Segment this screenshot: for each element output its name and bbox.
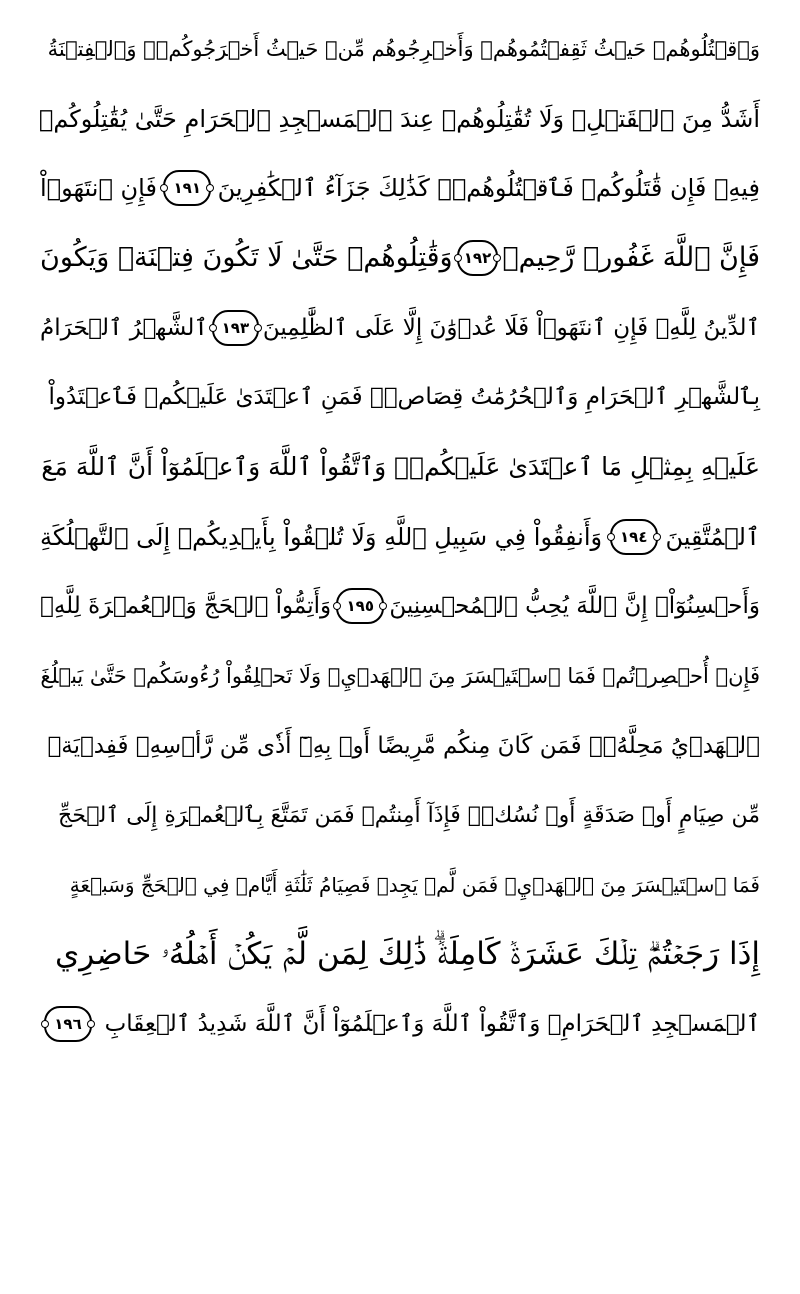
- verse-text: فَإِنۡ أُحۡصِرۡتُمۡ فَمَا ٱسۡتَيۡسَرَ مِنَ ٱلۡهَدۡيِۖ وَلَا تَحۡلِقُواْ رُءُوسَكُمۡ حَتَّىٰ يَبۡلُغَ: [40, 664, 760, 689]
- ayah-number-marker: ١٩٦: [44, 1006, 92, 1042]
- verse-text: ٱلدِّينُ لِلَّهِۖ فَإِنِ ٱنتَهَوۡاْ فَلَا عُدۡوَٰنَ إِلَّا عَلَى ٱلظَّٰلِمِينَ: [262, 314, 760, 341]
- text-line-14: [40, 920, 760, 990]
- text-line-4: [40, 223, 760, 293]
- text-line-8: [40, 502, 760, 572]
- text-line-6: [40, 362, 760, 432]
- verse-text: وَٱقۡتُلُوهُمۡ حَيۡثُ ثَقِفۡتُمُوهُمۡ وَأَخۡرِجُوهُم مِّنۡ حَيۡثُ أَخۡرَجُوكُمۡۚ وَٱلۡفِتۡنَةُ: [47, 36, 760, 61]
- text-line-15: [40, 990, 760, 1060]
- verse-text: فَإِنِ ٱنتَهَوۡاْ: [40, 174, 157, 203]
- ayah-number-marker: ١٩١: [163, 170, 211, 206]
- text-line-12: [40, 781, 760, 851]
- ayah-number-marker: ١٩٢: [457, 240, 499, 276]
- ayah-number-marker: ١٩٣: [212, 310, 259, 346]
- verse-text: وَأَنفِقُواْ فِي سَبِيلِ ٱللَّهِ وَلَا تُلۡقُواْ بِأَيۡدِيكُمۡ إِلَى ٱلتَّهۡلُكَةِ: [40, 522, 603, 551]
- verse-text: إِذَا رَجَعۡتُمۡۗ تِلۡكَ عَشَرَةٞ كَامِلَةٞۗ ذَٰلِكَ لِمَن لَّمۡ يَكُنۡ أَهۡلُهُۥ حَاضِرِي: [54, 936, 760, 973]
- verse-text: فَإِنَّ ٱللَّهَ غَفُورٞ رَّحِيمٞ: [502, 242, 760, 274]
- verse-text: فِيهِۖ فَإِن قَٰتَلُوكُمۡ فَٱقۡتُلُوهُمۡۗ كَذَٰلِكَ جَزَآءُ ٱلۡكَٰفِرِينَ: [217, 174, 760, 203]
- text-line-10: [40, 641, 760, 711]
- text-line-11: [40, 711, 760, 781]
- verse-text: أَشَدُّ مِنَ ٱلۡقَتۡلِۚ وَلَا تُقَٰتِلُوهُمۡ عِندَ ٱلۡمَسۡجِدِ ٱلۡحَرَامِ حَتَّىٰ يُقَٰتِلُوكُمۡ: [38, 104, 760, 133]
- verse-text: مِّن صِيَامٍ أَوۡ صَدَقَةٍ أَوۡ نُسُكٖۚ فَإِذَآ أَمِنتُمۡ فَمَن تَمَتَّعَ بِٱلۡعُمۡرَةِ إِلَى ٱلۡحَجِّ: [58, 802, 760, 828]
- text-line-3: [40, 153, 760, 223]
- text-line-9: [40, 572, 760, 642]
- verse-text: ٱلۡمَسۡجِدِ ٱلۡحَرَامِۚ وَٱتَّقُواْ ٱللَّهَ وَٱعۡلَمُوٓاْ أَنَّ ٱللَّهَ شَدِيدُ ٱلۡعِقَابِ: [104, 1011, 760, 1038]
- verse-text: وَأَتِمُّواْ ٱلۡحَجَّ وَٱلۡعُمۡرَةَ لِلَّهِۚ: [40, 593, 332, 620]
- verse-text: ٱلۡهَدۡيُ مَحِلَّهُۥۚ فَمَن كَانَ مِنكُم مَّرِيضًا أَوۡ بِهِۦٓ أَذٗى مِّن رَّأۡسِهِۦ فَفِدۡيَةٞ: [47, 732, 760, 759]
- text-line-7: [40, 432, 760, 502]
- text-line-13: [40, 850, 760, 920]
- verse-text: فَمَا ٱسۡتَيۡسَرَ مِنَ ٱلۡهَدۡيِۚ فَمَن لَّمۡ يَجِدۡ فَصِيَامُ ثَلَٰثَةِ أَيَّامٖ فِي ٱلۡحَجِّ وَسَبۡعَةٍ: [69, 873, 760, 898]
- verse-text: عَلَيۡهِ بِمِثۡلِ مَا ٱعۡتَدَىٰ عَلَيۡكُمۡۚ وَٱتَّقُواْ ٱللَّهَ وَٱعۡلَمُوٓاْ أَنَّ ٱللَّهَ مَعَ: [41, 452, 760, 482]
- ayah-number-marker: ١٩٥: [336, 588, 384, 624]
- verse-text: ٱلۡمُتَّقِينَ: [665, 522, 760, 551]
- verse-text: وَأَحۡسِنُوٓاْۚ إِنَّ ٱللَّهَ يُحِبُّ ٱلۡمُحۡسِنِينَ: [389, 593, 760, 620]
- text-line-1: [40, 14, 760, 84]
- verse-text: ٱلشَّهۡرُ ٱلۡحَرَامُ: [40, 314, 208, 341]
- ayah-number-marker: ١٩٤: [610, 519, 658, 555]
- text-line-2: [40, 84, 760, 154]
- text-line-5: [40, 293, 760, 363]
- verse-text: بِٱلشَّهۡرِ ٱلۡحَرَامِ وَٱلۡحُرُمَٰتُ قِصَاصٞۚ فَمَنِ ٱعۡتَدَىٰ عَلَيۡكُمۡ فَٱعۡتَدُواْ: [48, 384, 760, 411]
- verse-text: وَقَٰتِلُوهُمۡ حَتَّىٰ لَا تَكُونَ فِتۡنَةٞ وَيَكُونَ: [40, 242, 453, 274]
